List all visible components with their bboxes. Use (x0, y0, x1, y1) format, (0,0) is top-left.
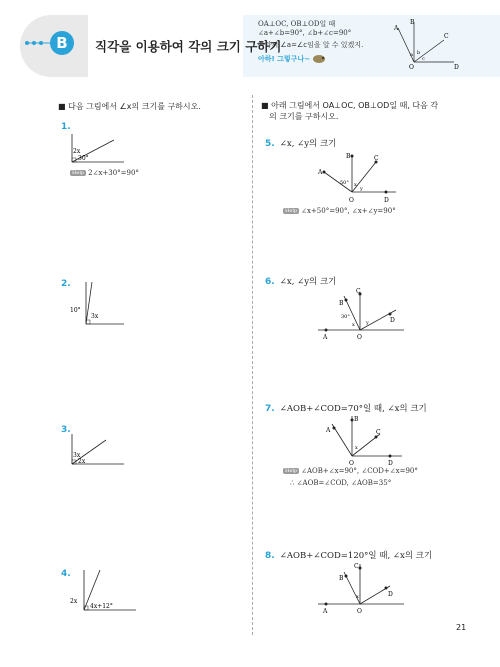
p7-label-O: O (349, 460, 354, 467)
hint-line-2: ∠a+∠b=90°, ∠b+∠c=90° (258, 29, 352, 37)
hd-label-O: O (409, 64, 414, 70)
problem-4-diagram (68, 568, 140, 614)
p5-label-50: 50° (340, 180, 349, 186)
p7-label-C: C (376, 429, 381, 436)
p5-label-D: D (384, 197, 389, 204)
problem-1-help (70, 169, 139, 177)
hd-label-A: A (394, 25, 399, 32)
right-instruction-line-1: ■ 아래 그림에서 OA⊥OC, OB⊥OD일 때, 다음 각 (261, 101, 439, 110)
problem-7-help-line-2: ∴ ∠AOB=∠COD, ∠AOB=35° (290, 479, 392, 487)
problem-6-number: 6. (265, 277, 275, 287)
problem-1-number: 1. (61, 122, 71, 132)
p8-label-C: C (354, 563, 359, 570)
problem-5-help (283, 207, 396, 215)
p7-label-B: B (354, 416, 359, 423)
help-badge: Help (72, 170, 85, 176)
help-badge: Help (285, 208, 298, 214)
p6-label-B: B (339, 300, 344, 307)
problem-5-diagram (314, 148, 404, 204)
problem-1-label-2x: 2x (73, 148, 81, 155)
section-title: 직각을 이용하여 각의 크기 구하기 (95, 39, 282, 54)
problem-8-diagram (316, 558, 408, 618)
hd-label-a: a (410, 52, 413, 58)
p6-label-A: A (323, 334, 328, 341)
hint-line-4: 아하! 그렇구나~ (258, 55, 311, 63)
p7-label-A: A (326, 427, 331, 434)
header-angle-diagram (392, 18, 462, 70)
problem-7-number: 7. (265, 404, 275, 414)
problem-4-number: 4. (61, 569, 71, 579)
p8-label-B: B (339, 575, 344, 582)
problem-6-text: ∠x, ∠y의 크기 (279, 277, 337, 287)
problem-8-number: 8. (265, 551, 275, 561)
problem-3-number: 3. (61, 425, 71, 435)
problem-5-help-text: ∠x+50°=90°, ∠x+∠y=90° (301, 207, 396, 215)
p8-label-x: x (356, 594, 359, 600)
p6-label-C: C (356, 288, 361, 295)
problem-7-text: ∠AOB+∠COD=70°일 때, ∠x의 크기 (279, 404, 427, 414)
right-instruction-line-2: 의 크기를 구하시오. (269, 112, 339, 121)
problem-1-diagram (68, 132, 128, 166)
problem-3-label-2x: 2x (78, 458, 86, 465)
problem-2-label-3x: 3x (91, 313, 99, 320)
p8-label-A: A (323, 608, 328, 615)
hd-label-C: C (444, 33, 449, 40)
p5-label-A: A (318, 169, 323, 176)
p6-label-y: y (366, 320, 369, 326)
problem-6-diagram (316, 284, 408, 344)
p5-label-B: B (346, 153, 351, 160)
hd-label-b: b (417, 50, 421, 56)
hd-label-c: c (422, 56, 425, 62)
problem-5-number: 5. (265, 139, 275, 149)
hint-line-3: 따라서 ∠a=∠c임을 알 수 있겠지. (258, 41, 364, 49)
problem-2-label-10: 10° (70, 307, 81, 314)
problem-3-label-3x: 3x (73, 452, 81, 459)
help-badge: Help (285, 468, 298, 474)
problem-3-diagram (68, 432, 128, 468)
p6-label-O: O (357, 334, 362, 341)
left-instruction: ■ 다음 그림에서 ∠x의 크기를 구하시오. (58, 102, 201, 111)
section-badge: B (50, 31, 74, 55)
p5-label-O: O (349, 197, 354, 204)
problem-4-label-2x: 2x (70, 598, 78, 605)
problem-2-diagram (68, 280, 128, 328)
problem-7-help-line-1 (283, 467, 418, 475)
p8-label-D: D (388, 591, 393, 598)
p5-label-x: x (354, 182, 357, 188)
p5-label-C: C (374, 155, 379, 162)
p6-label-30: 30° (341, 314, 350, 320)
problem-5-text: ∠x, ∠y의 크기 (279, 139, 337, 149)
p5-label-y: y (360, 186, 363, 192)
problem-7-diagram (318, 412, 408, 468)
p6-label-D: D (390, 317, 395, 324)
problem-2-number: 2. (61, 279, 71, 289)
p6-label-x: x (352, 322, 355, 328)
p8-label-O: O (357, 608, 362, 615)
problem-1-label-30: 30° (78, 155, 89, 162)
problem-1-help-text: 2∠x+30°=90° (88, 169, 139, 177)
column-divider (252, 95, 253, 635)
page-number: 21 (456, 623, 467, 632)
hint-line-1: OA⊥OC, OB⊥OD일 때 (258, 20, 336, 28)
problem-8-text: ∠AOB+∠COD=120°일 때, ∠x의 크기 (279, 551, 433, 561)
problem-4-label-4x12: 4x+12° (90, 603, 113, 610)
p7-label-x: x (355, 445, 358, 451)
hedgehog-icon (312, 52, 326, 64)
p7-label-D: D (388, 460, 393, 467)
dot-connector-icon (24, 38, 52, 48)
hd-label-B: B (410, 19, 415, 26)
hd-label-D: D (454, 64, 459, 70)
problem-7-help-text-1: ∠AOB+∠x=90°, ∠COD+∠x=90° (301, 467, 418, 475)
